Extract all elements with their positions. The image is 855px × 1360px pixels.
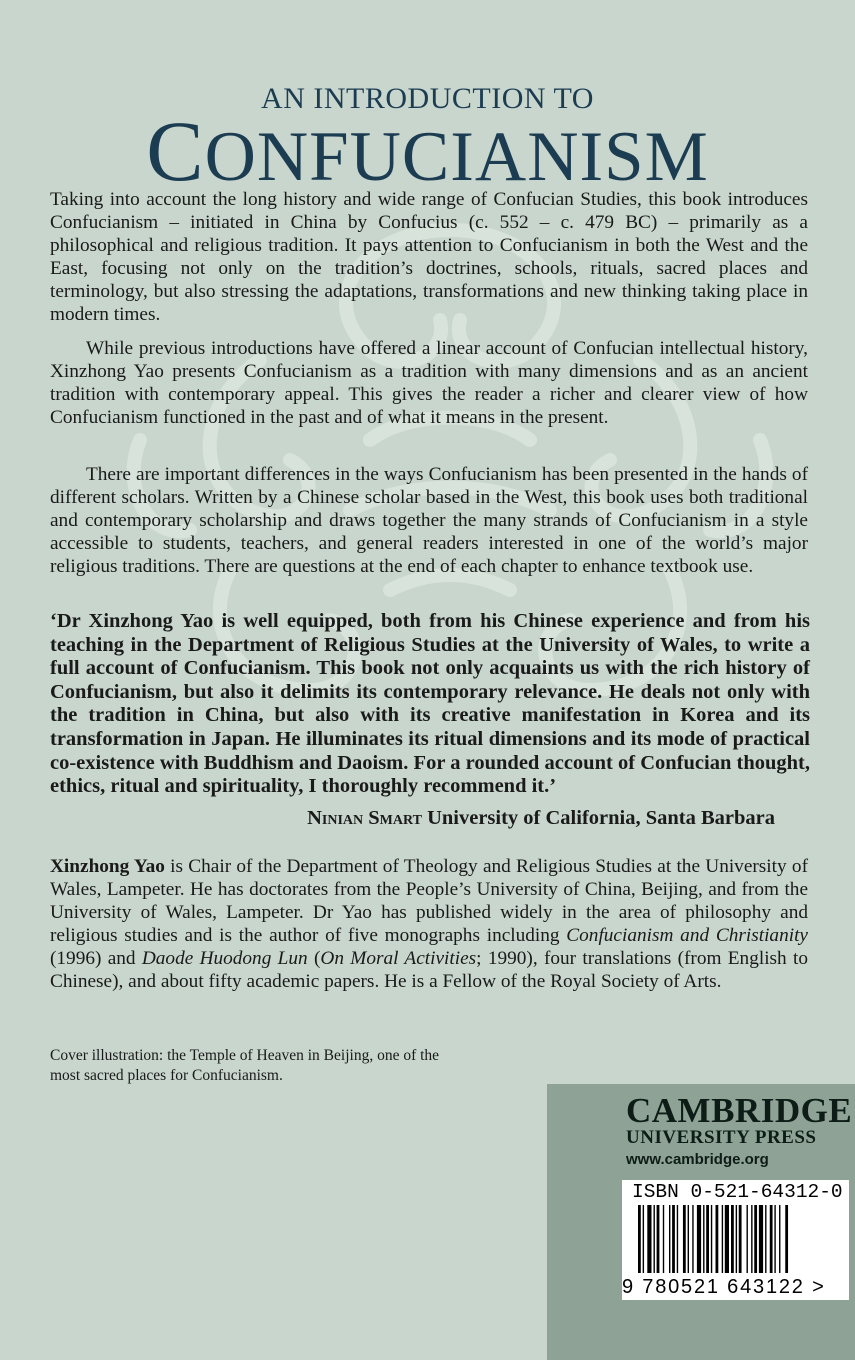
work-title: Daode Huodong Lun: [141, 948, 308, 969]
subtitle-heading: AN INTRODUCTION TO: [261, 82, 594, 115]
endorsement-quote: ‘Dr Xinzhong Yao is well equipped, both from his Chinese experience and from his teaching in the Department of Religious Studies at the University of Wales, to write a full account of Confucianism. This book not only acquaints us with the rich history of Confucianism, but also it delimits its contemporary relevance. He deals not only with the tradition in China, but also with its creative manifestation in Korea and its transformation in Japan. He illuminates its ritual dimensions and its mode of practical co-existence with Buddhism and Daoism. For a rounded account of Confucian thought, ethics, ritual and spirituality, I thoroughly recommend it.’: [50, 610, 810, 798]
endorser-affiliation: University of California, Santa Barbara: [427, 807, 775, 829]
author-name: Xinzhong Yao: [50, 856, 165, 877]
barcode-digits: 9 780521 643122 >: [622, 1276, 826, 1298]
author-bio: [50, 855, 808, 993]
publisher-name: CAMBRIDGE: [626, 1091, 853, 1130]
cover-caption: Cover illustration: the Temple of Heaven in Beijing, one of the most sacred places for Confucianism.: [50, 1047, 440, 1084]
description-paragraph-3: There are important differences in the ways Confucianism has been presented in the hands of different scholars. Written by a Chinese scholar based in the West, this book uses both traditional and contemporary scholarship and draws together the many strands of Confucianism in a style accessible to students, teachers, and general readers interested in one of the world’s major religious traditions. There are questions at the end of each chapter to enhance textbook use.: [50, 464, 808, 577]
publisher-url: www.cambridge.org: [626, 1151, 769, 1168]
endorser-name: Ninian Smart: [307, 807, 422, 829]
title-rest: ONFUCIANISM: [204, 118, 709, 196]
description-paragraph-1: Taking into account the long history and wide range of Confucian Studies, this book introduces Confucianism – initiated in China by Confucius (c. 552 – c. 479 BC) – primarily as a philosophical and religious tradition. It pays attention to Confucianism in both the West and the East, focusing not only on the tradition’s doctrines, schools, rituals, sacred places and terminology, but also stressing the adaptations, transformations and new thinking taking place in modern times.: [50, 189, 808, 325]
description-paragraph-2: While previous introductions have offered a linear account of Confucian intellectual history, Xinzhong Yao presents Confucianism as a tradition with many dimensions and as an ancient tradition with contemporary appeal. This gives the reader a richer and clearer view of how Confucianism functioned in the past and of what it means in the present.: [50, 338, 808, 428]
bio-text: is Chair of the Department of Theology and Religious Studies at the University of Wales, Lampeter. He has doctorates from the People’s University of China, Beijing, and from the University of Wales, Lampeter. Dr Yao has published widely in the area of philosophy and religious studies and is the author of five monographs including: [50, 856, 808, 946]
bio-text: (1996) and: [50, 948, 142, 969]
bio-text: ; 1990), four translations (from English to Chinese), and about fifty academic papers. He is a Fellow of the Royal Society of Arts.: [50, 948, 808, 992]
bio-text: (: [307, 948, 321, 969]
endorsement-attribution: [307, 807, 775, 830]
work-title: Confucianism and Christianity: [566, 925, 808, 946]
title-initial: C: [146, 103, 205, 199]
book-title: [0, 103, 855, 199]
work-title-translation: On Moral Activities: [320, 948, 477, 969]
publisher-subtitle: UNIVERSITY PRESS: [626, 1127, 817, 1148]
isbn-label: ISBN 0-521-64312-0: [632, 1181, 843, 1203]
